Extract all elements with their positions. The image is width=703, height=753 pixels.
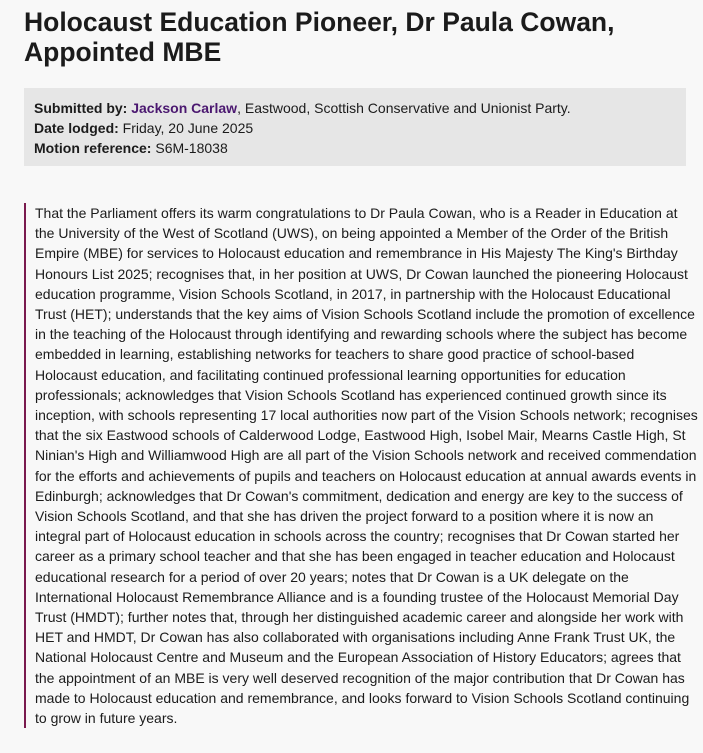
date-lodged-value: Friday, 20 June 2025 [122, 120, 254, 136]
submitted-by-row [34, 98, 686, 118]
motion-reference-label: Motion reference: [34, 140, 152, 156]
date-lodged-row [34, 118, 686, 138]
motion-reference-row [34, 138, 686, 158]
date-lodged-label: Date lodged: [34, 120, 119, 136]
motion-metadata [24, 88, 686, 166]
member-details: , Eastwood, Scottish Conservative and Unionist Party. [237, 100, 571, 116]
motion-body: That the Parliament offers its warm congratulations to Dr Paula Cowan, who is a Reader in Education at the University of the West of Scotland (UWS), on being appointed a Member of the Order of the British Empire (MBE) for services to Holocaust education and remembrance in His Majesty The King's Birthday Honours List 2025; recognises that, in her position at UWS, Dr Cowan launched the pioneering Holocaust education programme, Vision Schools Scotland, in 2017, in partnership with the Holocaust Educational Trust (HET); understands that the key aims of Vision Schools Scotland include the promotion of excellence in the teaching of the Holocaust through identifying and rewarding schools where the subject has become embedded in learning, establishing networks for teachers to share good practice of school-based Holocaust education, and facilitating continued professional learning opportunities for education professionals; acknowledges that Vision Schools Scotland has experienced continued growth since its inception, with schools representing 17 local authorities now part of the Vision Schools network; recognises that the six Eastwood schools of Calderwood Lodge, Eastwood High, Isobel Mair, Mearns Castle High, St Ninian's High and Williamwood High are all part of the Vision Schools network and received commendation for the efforts and achievements of pupils and teachers on Holocaust education at annual awards events in Edinburgh; acknowledges that Dr Cowan's commitment, dedication and energy are key to the success of Vision Schools Scotland, and that she has driven the project forward to a position where it is now an integral part of Holocaust education in schools across the country; recognises that Dr Cowan started her career as a primary school teacher and that she has been engaged in teacher education and Holocaust educational research for a period of over 20 years; notes that Dr Cowan is a UK delegate on the International Holocaust Remembrance Alliance and is a founding trustee of the Holocaust Memorial Day Trust (HMDT); further notes that, through her distinguished academic career and alongside her work with HET and HMDT, Dr Cowan has also collaborated with organisations including Anne Frank Trust UK, the National Holocaust Centre and Museum and the European Association of History Educators; agrees that the appointment of an MBE is very well deserved recognition of the major contribution that Dr Cowan has made to Holocaust education and remembrance, and looks forward to Vision Schools Scotland continuing to grow in future years. [35, 205, 698, 727]
submitted-by-label: Submitted by: [34, 100, 128, 116]
motion-text-block [24, 203, 698, 728]
member-link[interactable]: Jackson Carlaw [131, 100, 238, 116]
page-title: Holocaust Education Pioneer, Dr Paula Cowan, Appointed MBE [24, 7, 615, 67]
motion-reference-value: S6M-18038 [155, 140, 228, 156]
